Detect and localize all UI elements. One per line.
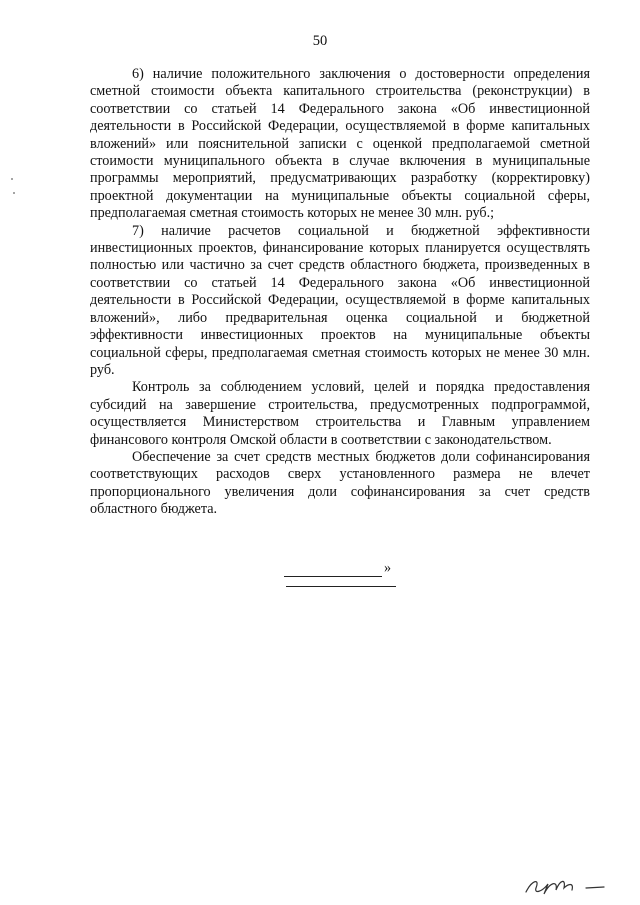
paragraph-item-6: 6) наличие положительного заключения о достоверности определения сметной стоимости объекта капитального строительства (реконструкции) в соответствии со статьей 14 Федерального закона «Об инвестиционной деятельности в Российской Федерации, осуществляемой в форме капитальных вложений» или пояснительной записки с оценкой предполагаемой сметной стоимости муниципального объекта в случае включения в муниципальные программы мероприятий, предусматривающих разработку (корректировку) проектной документации на муниципальные объекты социальной сферы, предполагаемая сметная стоимость которых не менее 30 млн. руб.; bbox=[90, 66, 590, 222]
handwritten-initials bbox=[520, 872, 620, 898]
paragraph-cofinancing: Обеспечение за счет средств местных бюджетов доли софинансирования соответствующих расходов сверх установленного размера не влечет пропорционального увеличения доли софинансирования за счет средств областного бюджета. bbox=[90, 448, 590, 518]
paragraph-control: Контроль за соблюдением условий, целей и порядка предоставления субсидий на завершение строительства, предусмотренных подпрограммой, осуществляется Министерством строительства и Главным управлением финансового контроля Омской области в соответствии с законодательством. bbox=[90, 379, 590, 448]
closing-quote: » bbox=[384, 560, 392, 576]
document-body bbox=[90, 66, 590, 519]
separator-line bbox=[286, 586, 396, 587]
page-number: 50 bbox=[312, 33, 328, 49]
closing-underline bbox=[284, 562, 382, 577]
scan-speck bbox=[11, 178, 13, 180]
closing-mark-row bbox=[284, 560, 424, 577]
scan-speck bbox=[13, 192, 15, 194]
paragraph-item-7: 7) наличие расчетов социальной и бюджетной эффективности инвестиционных проектов, финансирование которых планируется осуществлять полностью или частично за счет средств областного бюджета, произведенных в соответствии со статьей 14 Федерального закона «Об инвестиционной деятельности в Российской Федерации, осуществляемой в форме капитальных вложений», либо предварительная оценка социальной и бюджетной эффективности инвестиционных проектов на муниципальные объекты социальной сферы, предполагаемая сметная стоимость которых не менее 30 млн. руб. bbox=[90, 222, 590, 378]
